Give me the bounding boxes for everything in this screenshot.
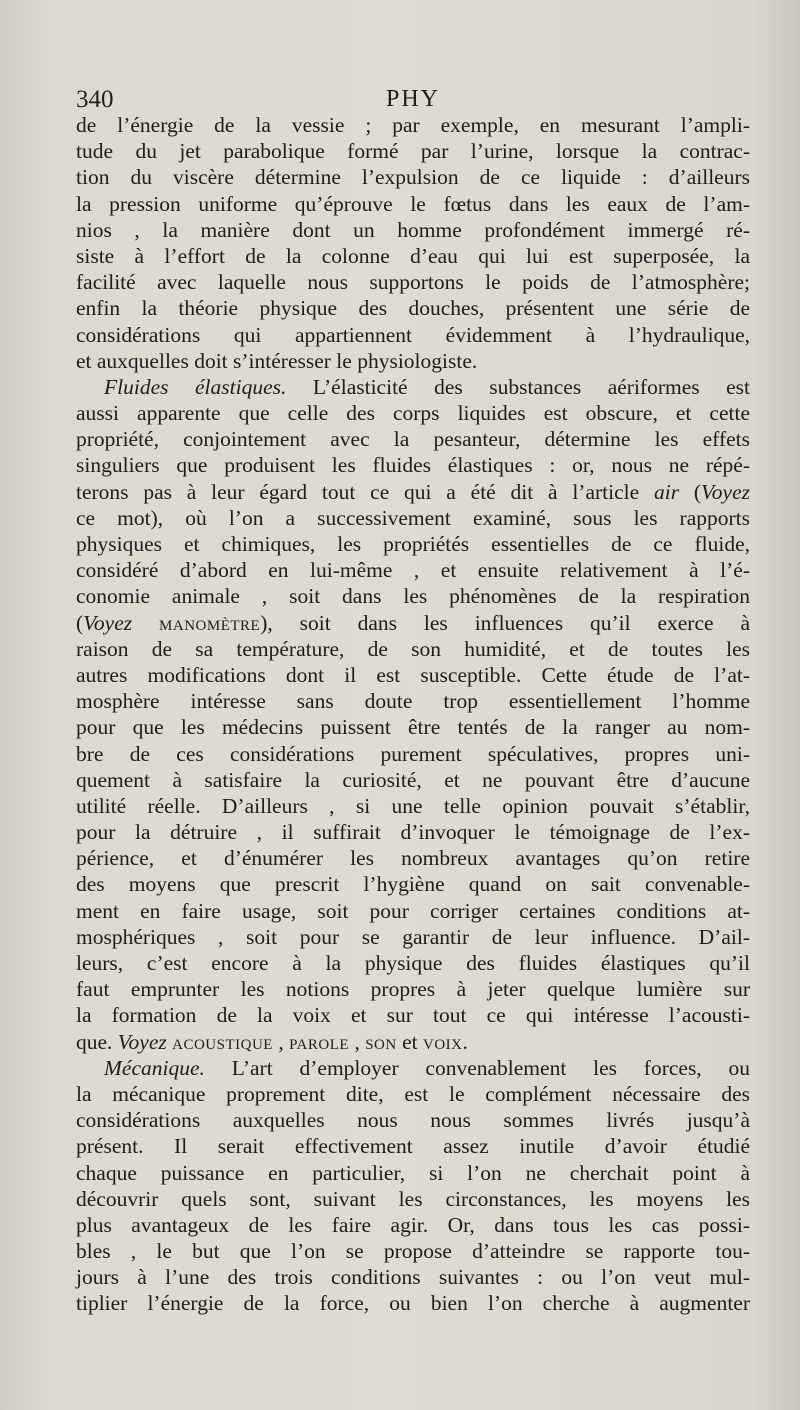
small-caps-run: MANOMÈTRE (159, 617, 261, 634)
text-run: chaque puissance en particulier, si l’on ne cherchait point à (76, 1160, 750, 1185)
small-caps-run: ACOUSTIQUE (172, 1036, 273, 1053)
text-line (76, 1002, 750, 1028)
text-line (76, 112, 750, 138)
text-line (76, 1107, 750, 1133)
text-run: faut emprunter les notions propres à jeter quelque lumière sur (76, 977, 750, 1002)
text-line (76, 531, 750, 557)
text-run: bles , le but que l’on se propose d’atteindre se rapporte tou- (76, 1239, 750, 1264)
italic-run: Voyez (83, 610, 133, 635)
text-line (76, 1081, 750, 1107)
text-run: utilité réelle. D’ailleurs , si une telle opinion pouvait s’établir, (76, 793, 750, 818)
text-line (76, 793, 750, 819)
text-run: considéré d’abord en lui-même , et ensuite relativement à l’é- (76, 558, 750, 583)
paragraph-fluides-elastiques (76, 374, 750, 1055)
text-line (76, 1055, 750, 1081)
text-line (76, 1186, 750, 1212)
text-run: singuliers que produisent les fluides élastiques : or, nous ne répé- (76, 453, 750, 478)
text-line (76, 1160, 750, 1186)
text-run: L’art d’employer convenablement les forces, ou (204, 1055, 750, 1080)
paragraph-mecanique (76, 1055, 750, 1317)
text-run: et (396, 1029, 423, 1054)
text-line (76, 557, 750, 583)
page-number: 340 (76, 86, 114, 113)
text-run: bre de ces considérations purement spéculatives, propres uni- (76, 741, 750, 766)
text-run: nios , la manière dont un homme profondément immergé ré- (76, 217, 750, 242)
text-line (76, 348, 750, 374)
text-run: ), soit dans les influences qu’il exerce à (260, 610, 750, 635)
text-run: mosphériques , soit pour se garantir de leur influence. D’ail- (76, 924, 750, 949)
text-run: ( (76, 610, 84, 635)
text-line (76, 426, 750, 452)
text-line (76, 322, 750, 348)
text-run: conomie animale , soit dans les phénomènes de la respiration (76, 584, 750, 609)
text-run: de l’énergie de la vessie ; par exemple, en mesurant l’ampli- (76, 113, 750, 137)
text-line (76, 688, 750, 714)
text-line (76, 924, 750, 950)
text-run (132, 611, 159, 635)
page-header (76, 86, 750, 114)
text-run: périence, et d’énumérer les nombreux avantages qu’on retire (76, 846, 750, 871)
text-run: tion du viscère détermine l’expulsion de ce liquide : d’ailleurs (76, 165, 750, 190)
text-line (76, 1212, 750, 1238)
text-run: découvrir quels sont, suivant les circonstances, les moyens les (76, 1186, 750, 1211)
italic-run: Voyez (117, 1029, 167, 1054)
text-run: des moyens que prescrit l’hygiène quand on sait convenable- (76, 872, 750, 897)
text-run: terons pas à leur égard tout ce qui a été dit à l’article (76, 479, 654, 504)
text-run: pour que les médecins puissent être tentés de la ranger au nom- (76, 715, 750, 740)
text-run: considérations auxquelles nous nous sommes livrés jusqu’à (76, 1108, 750, 1133)
italic-run: Mécanique. (104, 1055, 205, 1080)
text-run: physiques et chimiques, les propriétés essentielles de ce fluide, (76, 532, 750, 556)
text-line (76, 374, 750, 400)
text-line (76, 243, 750, 269)
body-text (76, 112, 750, 1317)
text-run: . (462, 1029, 468, 1054)
text-line (76, 636, 750, 662)
paragraph-hydraulique (76, 112, 750, 374)
text-run: considérations qui appartiennent évidemment à l’hydraulique, (76, 322, 750, 347)
text-line (76, 1264, 750, 1290)
text-run: , (349, 1029, 366, 1054)
italic-run: Fluides élastiques. (104, 374, 287, 399)
text-line (76, 1133, 750, 1159)
text-line (76, 191, 750, 217)
text-line (76, 610, 750, 636)
text-run: que. (76, 1029, 118, 1054)
text-line (76, 269, 750, 295)
text-run: ce mot), où l’on a successivement examiné, sous les rapports (76, 505, 750, 530)
text-run: jours à l’une des trois conditions suivantes : ou l’on veut mul- (76, 1265, 750, 1290)
text-line (76, 479, 750, 505)
running-head: PHY (385, 86, 440, 112)
small-caps-run: SON (365, 1036, 397, 1053)
text-run: facilité avec laquelle nous supportons le poids de l’atmosphère; (76, 270, 750, 295)
text-run: pour la détruire , il suffirait d’invoquer le témoignage de l’ex- (76, 820, 750, 845)
text-line (76, 741, 750, 767)
text-run: la pression uniforme qu’éprouve le fœtus dans les eaux de l’am- (76, 191, 750, 216)
small-caps-run: PAROLE (289, 1036, 350, 1053)
text-line (76, 714, 750, 740)
text-line (76, 138, 750, 164)
text-run: siste à l’effort de la colonne d’eau qui lui est superposée, la (76, 243, 750, 268)
text-line (76, 217, 750, 243)
text-line (76, 976, 750, 1002)
text-line (76, 1029, 750, 1055)
text-line (76, 400, 750, 426)
text-line (76, 950, 750, 976)
small-caps-run: VOIX (422, 1036, 463, 1053)
text-line (76, 871, 750, 897)
italic-run: air (653, 479, 680, 504)
text-run: , (272, 1029, 290, 1054)
text-run: la mécanique proprement dite, est le complément nécessaire des (76, 1081, 750, 1106)
text-run: la formation de la voix et sur tout ce qui intéresse l’acousti- (76, 1003, 750, 1028)
text-run: autres modifications dont il est susceptible. Cette étude de l’at- (76, 662, 750, 687)
text-line (76, 845, 750, 871)
text-line (76, 505, 750, 531)
text-run: mosphère intéresse sans doute trop essentiellement l’homme (76, 689, 750, 714)
text-run: enfin la théorie physique des douches, présentent une série de (76, 296, 750, 321)
italic-run: Voyez (701, 479, 750, 504)
text-line (76, 662, 750, 688)
text-run: présent. Il serait effectivement assez inutile d’avoir étudié (76, 1134, 750, 1159)
text-run: leurs, c’est encore à la physique des fluides élastiques qu’il (76, 951, 750, 975)
text-line (76, 583, 750, 609)
text-run: tude du jet parabolique formé par l’urine, lorsque la contrac- (76, 139, 750, 164)
text-line (76, 295, 750, 321)
text-line (76, 164, 750, 190)
text-run: aussi apparente que celle des corps liquides est obscure, et cette (76, 401, 750, 426)
text-line (76, 1290, 750, 1316)
text-run: tiplier l’énergie de la force, ou bien l’on cherche à augmenter (76, 1291, 750, 1316)
text-line (76, 819, 750, 845)
text-run: L’élasticité des substances aériformes est (286, 374, 750, 399)
text-line (76, 767, 750, 793)
text-run: quement à satisfaire la curiosité, et ne pouvant être d’aucune (76, 767, 750, 792)
text-line (76, 452, 750, 478)
text-line (76, 898, 750, 924)
text-run: ment en faire usage, soit pour corriger certaines conditions at- (76, 898, 750, 923)
text-run: ( (679, 479, 702, 504)
text-run: plus avantageux de les faire agir. Or, dans tous les cas possi- (76, 1212, 750, 1237)
text-line (76, 1238, 750, 1264)
text-run: raison de sa température, de son humidité, et de toutes les (76, 636, 750, 661)
text-run: et auxquelles doit s’intéresser le physiologiste. (76, 348, 478, 373)
text-run: propriété, conjointement avec la pesanteur, détermine les effets (76, 427, 750, 452)
